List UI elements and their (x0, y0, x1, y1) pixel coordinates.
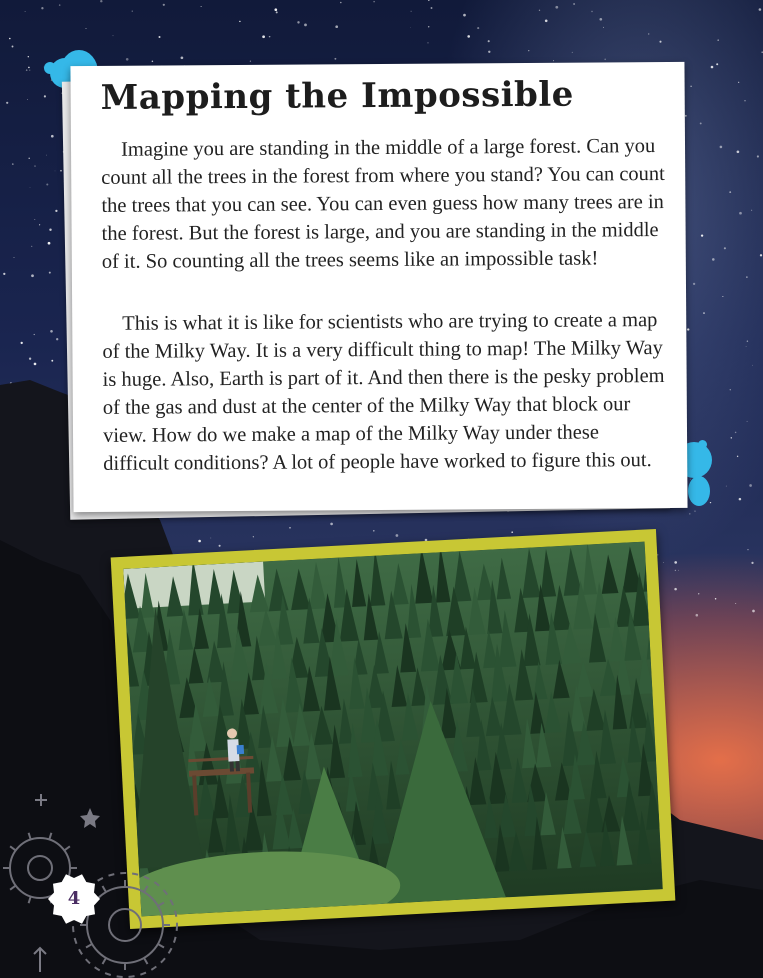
paragraph-2: This is what it is like for scientists who are trying to create a map of the Milky Way. It is a very difficult thing to map! The Milky Way is huge. Also, Earth is part of it. And then there is the pesky problem of the gas and dust at the center of the Milky Way that block our view. How do we make a map of the Milky Way under these difficult conditions? A lot of people have worked to figure this out. (102, 309, 665, 475)
decorative-blob-right-tiny (698, 440, 707, 449)
page-number: 4 (67, 888, 81, 909)
star-icon (80, 808, 100, 828)
plus-icon (35, 794, 47, 806)
arrow-up-icon (34, 948, 46, 972)
gear-decoration (0, 780, 230, 978)
paragraph-1: Imagine you are standing in the middle of a large forest. Can you count all the trees in the forest from where you stand? You can count the trees that you can see. You can even guess how many trees are in the forest. But the forest is large, and you are standing in the middle of it. So counting all the trees seems like an impossible task! (101, 135, 665, 273)
page-title: Mapping the Impossible (100, 74, 575, 118)
decorative-blob-top-left-small (44, 62, 56, 74)
text-card (70, 62, 687, 512)
decorative-blob-right-small (688, 476, 710, 506)
